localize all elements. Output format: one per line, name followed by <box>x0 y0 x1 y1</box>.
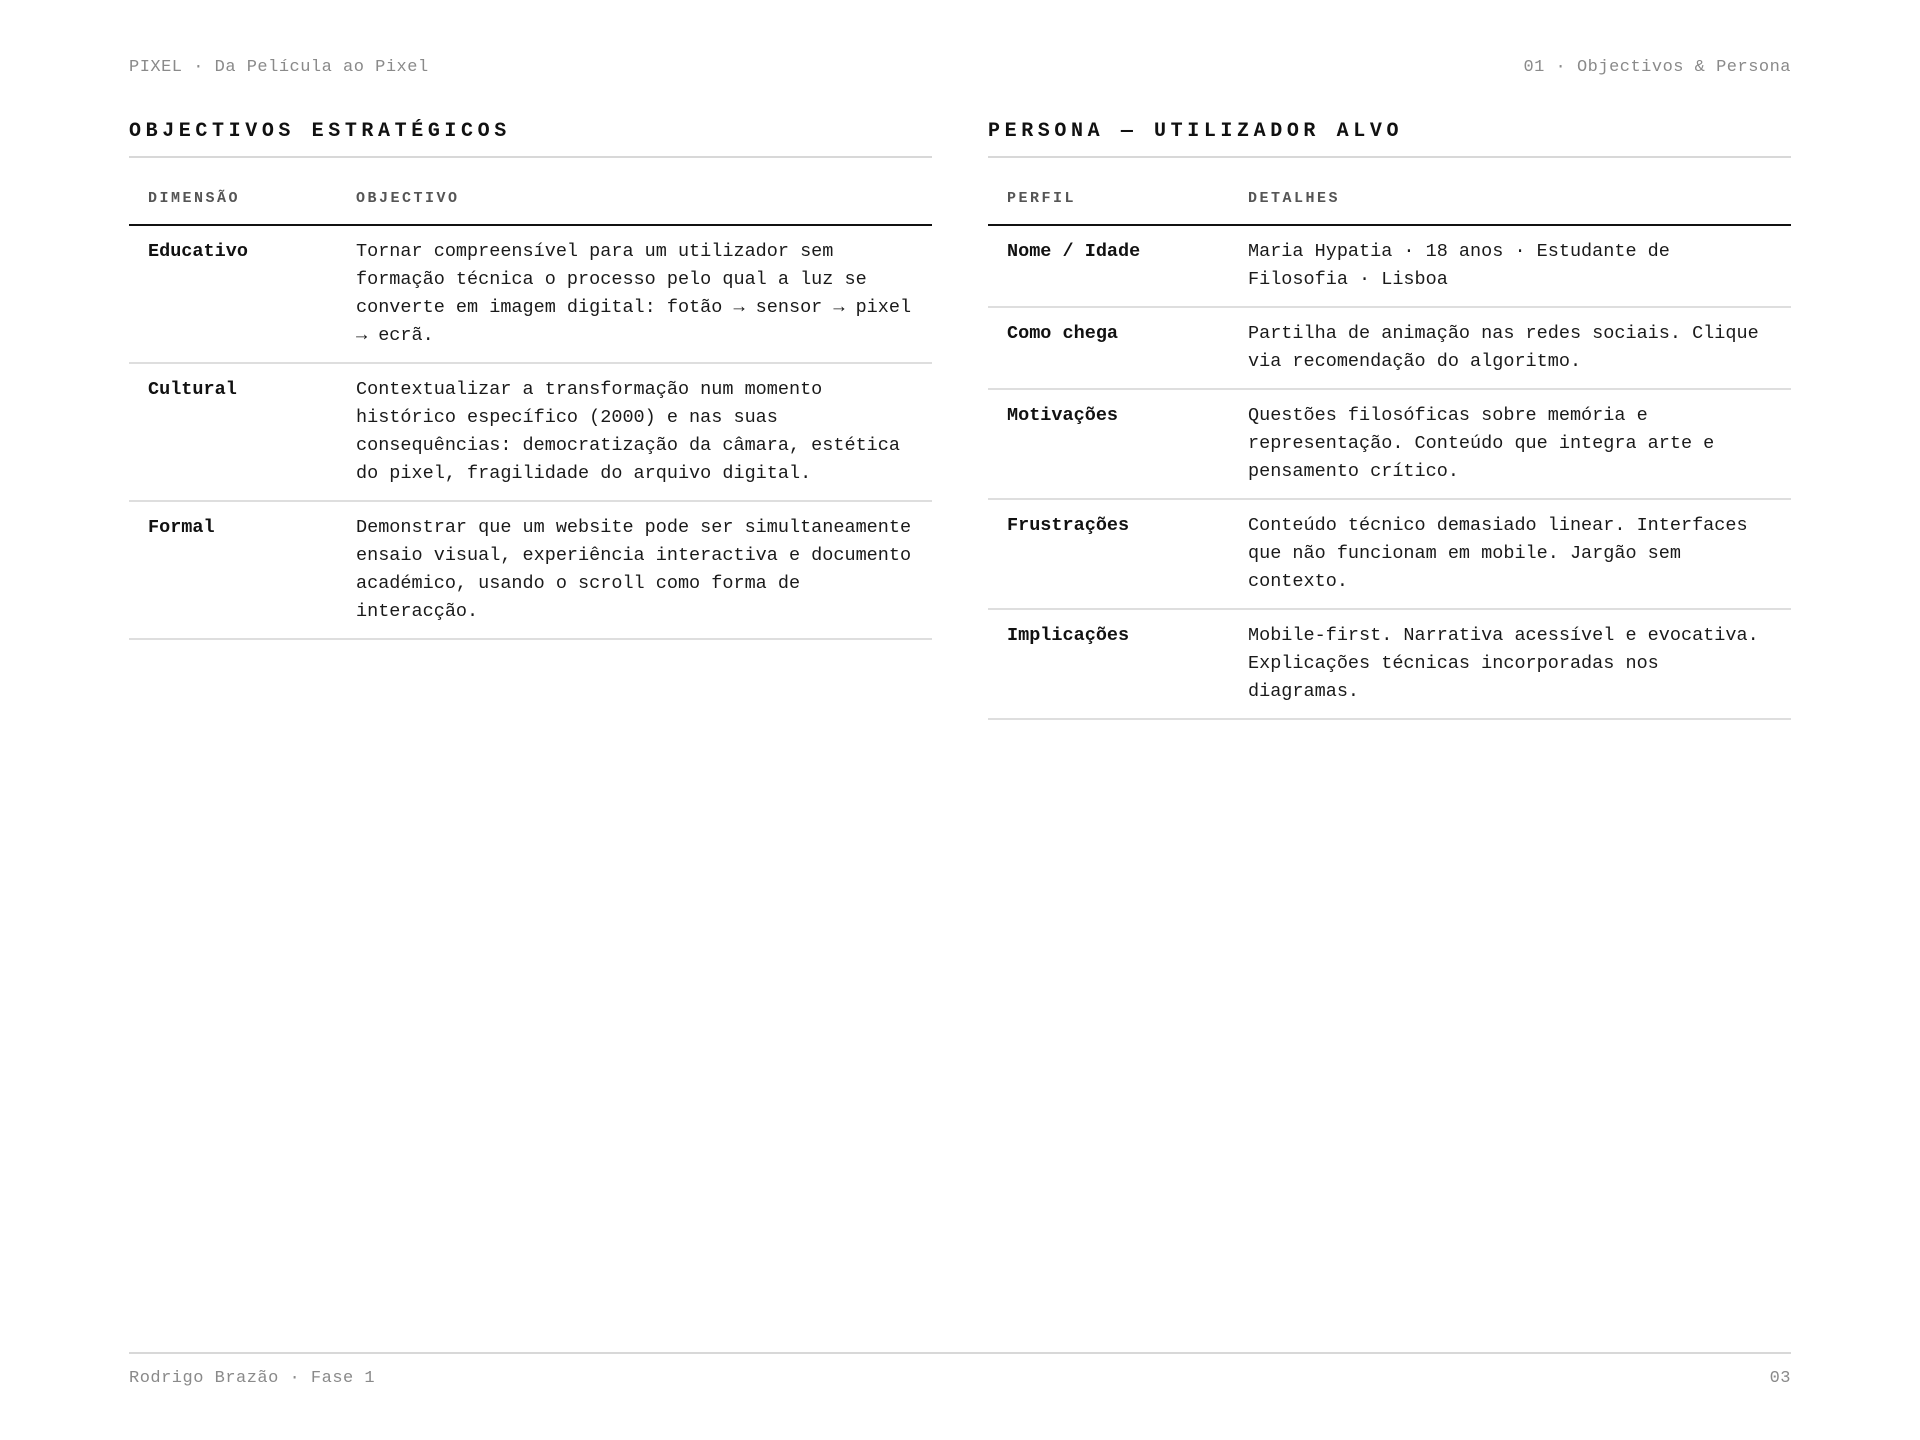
objective-cell: Demonstrar que um website pode ser simultaneamente ensaio visual, experiência interactiva e documento académico, usando o scroll como forma de interacção. <box>337 501 932 639</box>
table-row <box>129 363 932 501</box>
persona-table <box>988 158 1791 720</box>
table-row <box>988 499 1791 609</box>
page-number: 03 <box>1769 1369 1791 1388</box>
details-cell: Conteúdo técnico demasiado linear. Interfaces que não funcionam em mobile. Jargão sem contexto. <box>1229 499 1791 609</box>
details-cell: Partilha de animação nas redes sociais. Clique via recomendação do algoritmo. <box>1229 307 1791 389</box>
objectives-title: OBJECTIVOS ESTRATÉGICOS <box>129 119 932 158</box>
page-header <box>129 58 1791 77</box>
table-row <box>988 307 1791 389</box>
profile-cell: Implicações <box>988 609 1229 719</box>
objectives-header-row <box>129 158 932 225</box>
objective-cell: Contextualizar a transformação num momento histórico específico (2000) e nas suas consequências: democratização da câmara, estética do pixel, fragilidade do arquivo digital. <box>337 363 932 501</box>
column-header-details: DETALHES <box>1229 158 1791 225</box>
dimension-cell: Formal <box>129 501 337 639</box>
header-document-title: PIXEL · Da Película ao Pixel <box>129 58 429 77</box>
persona-header-row <box>988 158 1791 225</box>
objectives-table <box>129 158 932 640</box>
dimension-cell: Cultural <box>129 363 337 501</box>
profile-cell: Nome / Idade <box>988 225 1229 307</box>
column-header-objective: OBJECTIVO <box>337 158 932 225</box>
column-header-profile: PERFIL <box>988 158 1229 225</box>
details-cell: Mobile-first. Narrativa acessível e evocativa. Explicações técnicas incorporadas nos diagramas. <box>1229 609 1791 719</box>
column-header-dimension: DIMENSÃO <box>129 158 337 225</box>
table-row <box>129 225 932 363</box>
persona-title: PERSONA — UTILIZADOR ALVO <box>988 119 1791 158</box>
table-row <box>988 225 1791 307</box>
objectives-section <box>129 119 932 720</box>
persona-section <box>988 119 1791 720</box>
profile-cell: Motivações <box>988 389 1229 499</box>
profile-cell: Frustrações <box>988 499 1229 609</box>
objective-cell: Tornar compreensível para um utilizador sem formação técnica o processo pelo qual a luz se converte em imagem digital: fotão → sensor → pixel → ecrã. <box>337 225 932 363</box>
footer-author: Rodrigo Brazão · Fase 1 <box>129 1369 376 1388</box>
header-section-label: 01 · Objectivos & Persona <box>1523 58 1791 77</box>
table-row <box>988 389 1791 499</box>
dimension-cell: Educativo <box>129 225 337 363</box>
details-cell: Questões filosóficas sobre memória e representação. Conteúdo que integra arte e pensamento crítico. <box>1229 389 1791 499</box>
table-row <box>129 501 932 639</box>
content-columns <box>129 119 1791 720</box>
page-footer <box>129 1352 1791 1388</box>
details-cell: Maria Hypatia · 18 anos · Estudante de Filosofia · Lisboa <box>1229 225 1791 307</box>
table-row <box>988 609 1791 719</box>
profile-cell: Como chega <box>988 307 1229 389</box>
